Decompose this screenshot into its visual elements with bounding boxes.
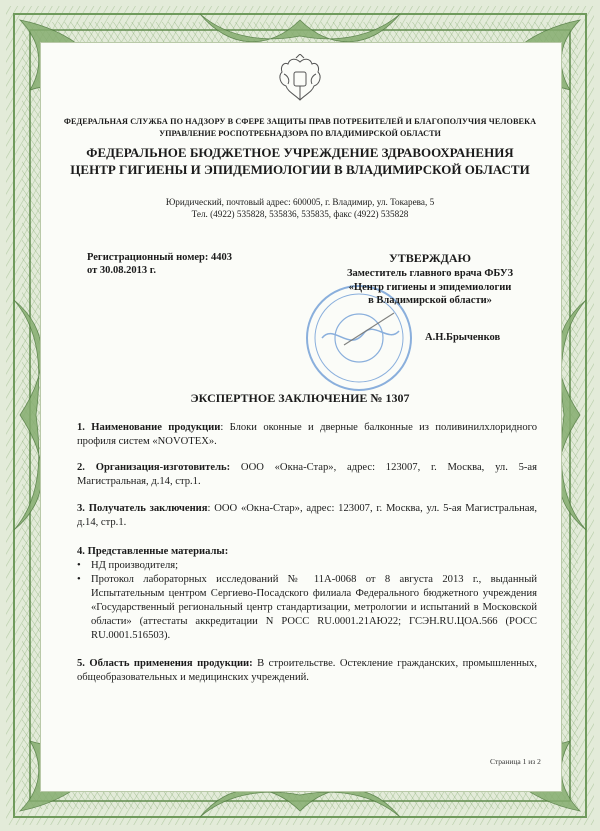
section-label: 3. Получатель заключения: [77, 503, 208, 514]
section-recipient: [77, 502, 537, 530]
section-manufacturer: [77, 461, 537, 489]
section-text: : ООО «Окна-Стар», адрес: 123007, г. Москва, ул. 5-ая Магистральная, д.14, стр.1.: [77, 503, 537, 528]
section-text: ООО «Окна-Стар», адрес: 123007, г. Москва, ул. 5-ая Магистральная, д.14, стр.1.: [77, 462, 538, 487]
agency-line-1: ФЕДЕРАЛЬНАЯ СЛУЖБА ПО НАДЗОРУ В СФЕРЕ ЗАЩИТЫ ПРАВ ПОТРЕБИТЕЛЕЙ И БЛАГОПОЛУЧИЯ ЧЕЛОВЕКА: [63, 117, 537, 126]
registration-number: Регистрационный номер: 4403: [87, 252, 232, 263]
section-application-area: [77, 657, 537, 685]
section-label: 2. Организация-изготовитель:: [77, 462, 231, 473]
institution-address: Юридический, почтовый адрес: 600005, г. Владимир, ул. Токарева, 5: [165, 197, 435, 207]
registration-date: от 30.08.2013 г.: [87, 265, 156, 276]
agency-line-2: УПРАВЛЕНИЕ РОСПОТРЕБНАДЗОРА ПО ВЛАДИМИРСКОЙ ОБЛАСТИ: [159, 129, 441, 138]
approval-org-line-1: «Центр гигиены и эпидемиологии: [348, 282, 512, 293]
signer-name: А.Н.Брыченков: [425, 332, 501, 343]
approval-title: УТВЕРЖДАЮ: [388, 251, 472, 265]
institution-line-2: ЦЕНТР ГИГИЕНЫ И ЭПИДЕМИОЛОГИИ В ВЛАДИМИРСКОЙ ОБЛАСТИ: [70, 162, 530, 177]
list-item: • НД производителя;: [77, 559, 537, 573]
list-item: • Протокол лабораторных исследований № 11А-0068 от 8 августа 2013 г., выданный Испытательным центром Сергиево-Посадского филиала Федерального бюджетного учреждения «Государственный региональный центр стандартизации, метрологии и испытаний в Московской области» (аттестаты аккредитации N РОСС RU.0001.21АЮ22; ГСЭН.RU.ЦОА.566 (РОСС RU.0001.516503).: [77, 573, 537, 643]
page-number: Страница 1 из 2: [490, 757, 541, 766]
section-label: 1. Наименование продукции: [77, 422, 221, 433]
section-product-name: [77, 421, 537, 449]
section-text: В строительстве. Остекление гражданских, промышленных, общеобразовательных и медицинских учреждений.: [77, 658, 537, 683]
institution-phones: Тел. (4922) 535828, 535836, 535835, факс (4922) 535828: [191, 209, 409, 219]
section-label: 5. Область применения продукции:: [77, 658, 253, 669]
institution-line-1: ФЕДЕРАЛЬНОЕ БЮДЖЕТНОЕ УЧРЕЖДЕНИЕ ЗДРАВООХРАНЕНИЯ: [86, 145, 514, 160]
double-headed-eagle-emblem-icon: [276, 54, 324, 106]
approval-org-line-2: в Владимирской области»: [368, 295, 492, 306]
section-materials: [77, 545, 537, 643]
approval-position: Заместитель главного врача ФБУЗ: [346, 268, 514, 279]
section-text: : Блоки оконные и дверные балконные из поливинилхлоридного профиля систем «NOVOTEX».: [77, 422, 537, 447]
document-title: ЭКСПЕРТНОЕ ЗАКЛЮЧЕНИЕ № 1307: [190, 391, 410, 405]
materials-list: [77, 559, 537, 643]
section-label: 4. Представленные материалы:: [77, 546, 229, 557]
